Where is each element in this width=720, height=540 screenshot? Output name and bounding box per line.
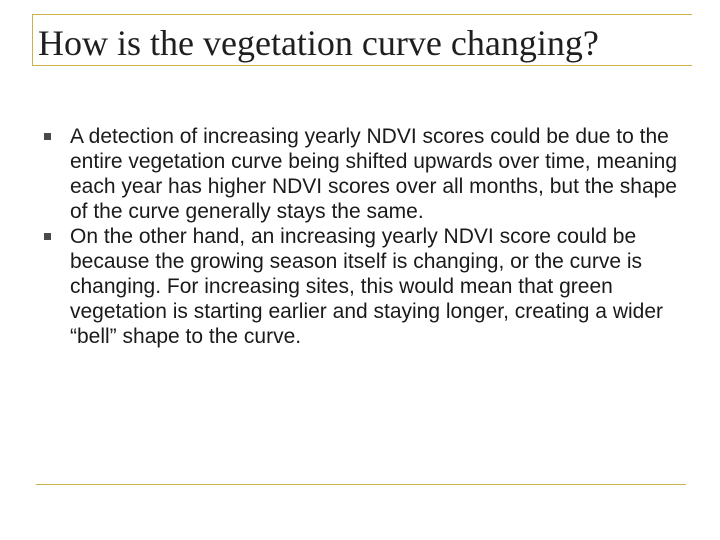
square-bullet-icon [44, 233, 51, 240]
title-frame-left-line [32, 14, 33, 66]
slide-title: How is the vegetation curve changing? [38, 23, 599, 63]
square-bullet-icon [44, 133, 51, 140]
bullet-text: On the other hand, an increasing yearly NDVI score could be because the growing season itself is changing, or the curve is changing. For increasing sites, this would mean that green vegetation is starting earlier and staying longer, creating a wider “bell” shape to the curve. [70, 225, 664, 348]
title-frame-top-line [32, 14, 692, 15]
bullet-text: A detection of increasing yearly NDVI scores could be due to the entire vegetation curve being shifted upwards over time, meaning each year has higher NDVI scores over all months, but the shape of the curve generally stays the same. [70, 125, 678, 223]
footer-line [36, 484, 686, 485]
bullet-item [40, 224, 680, 349]
title-underline [32, 65, 692, 66]
bullet-list [40, 124, 680, 349]
bullet-item [40, 124, 680, 224]
